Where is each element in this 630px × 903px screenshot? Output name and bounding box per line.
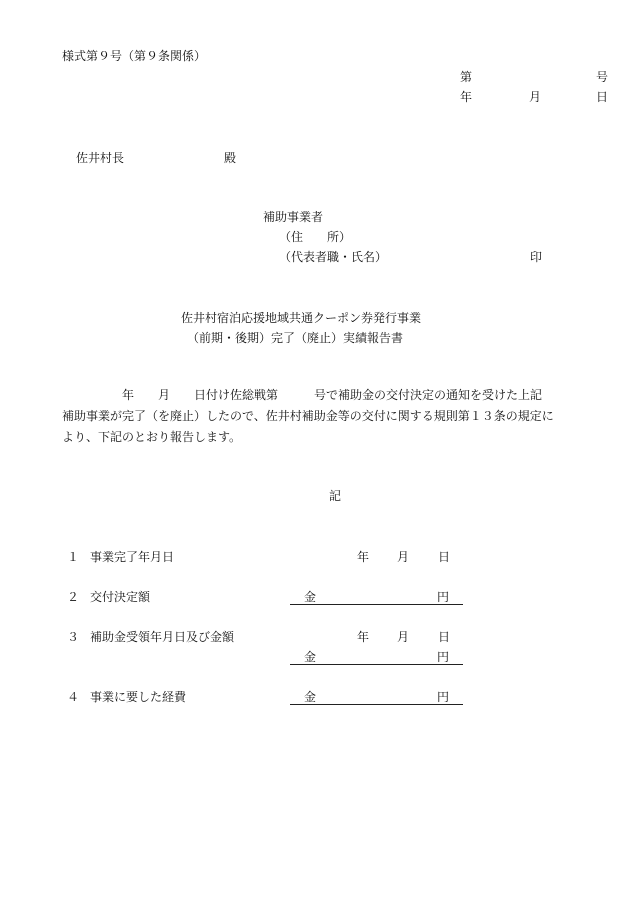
item1-number: １ (67, 550, 80, 564)
item2-yen: 円 (437, 590, 450, 604)
item2-kin: 金 (304, 590, 317, 604)
ki-heading: 記 (329, 489, 342, 503)
document-title-line1: 佐井村宿泊応援地域共通クーポン券発行事業 (181, 311, 422, 325)
seal-mark: 印 (530, 250, 543, 264)
doc-number-prefix: 第 (460, 70, 473, 84)
body-line-1: 年 月 日付け佐総戦第 号で補助金の交付決定の通知を受けた上記 (62, 388, 543, 402)
date-day: 日 (596, 90, 609, 104)
addressee-honorific: 殿 (224, 151, 237, 165)
item1-label: 事業完了年月日 (90, 550, 175, 564)
item2-number: ２ (67, 590, 80, 604)
applicant-title: 補助事業者 (263, 210, 324, 224)
item1-month: 月 (397, 550, 410, 564)
item4-kin: 金 (304, 690, 317, 704)
item3-year: 年 (357, 630, 370, 644)
doc-number-suffix: 号 (596, 70, 609, 84)
item1-year: 年 (357, 550, 370, 564)
date-month: 月 (529, 90, 542, 104)
item3-number: ３ (67, 630, 80, 644)
form-number: 様式第９号（第９条関係） (62, 49, 207, 63)
item3-month: 月 (397, 630, 410, 644)
item3-day: 日 (438, 630, 451, 644)
item2-label: 交付決定額 (90, 590, 151, 604)
item3-yen: 円 (437, 650, 450, 664)
applicant-name-label: （代表者職・氏名） (279, 250, 388, 264)
item4-yen: 円 (437, 690, 450, 704)
body-line-2: 補助事業が完了（を廃止）したので、佐井村補助金等の交付に関する規則第１３条の規定に (62, 409, 554, 423)
date-year: 年 (460, 90, 473, 104)
body-line-3: より、下記のとおり報告します。 (62, 430, 242, 444)
item4-number: ４ (67, 690, 80, 704)
item1-day: 日 (438, 550, 451, 564)
item4-label: 事業に要した経費 (90, 690, 187, 704)
document-title-line2: （前期・後期）完了（廃止）実績報告書 (187, 331, 404, 345)
applicant-address-label: （住 所） (279, 230, 352, 244)
item3-label: 補助金受領年月日及び金額 (90, 630, 235, 644)
item3-kin: 金 (304, 650, 317, 664)
addressee-name: 佐井村長 (76, 151, 125, 165)
